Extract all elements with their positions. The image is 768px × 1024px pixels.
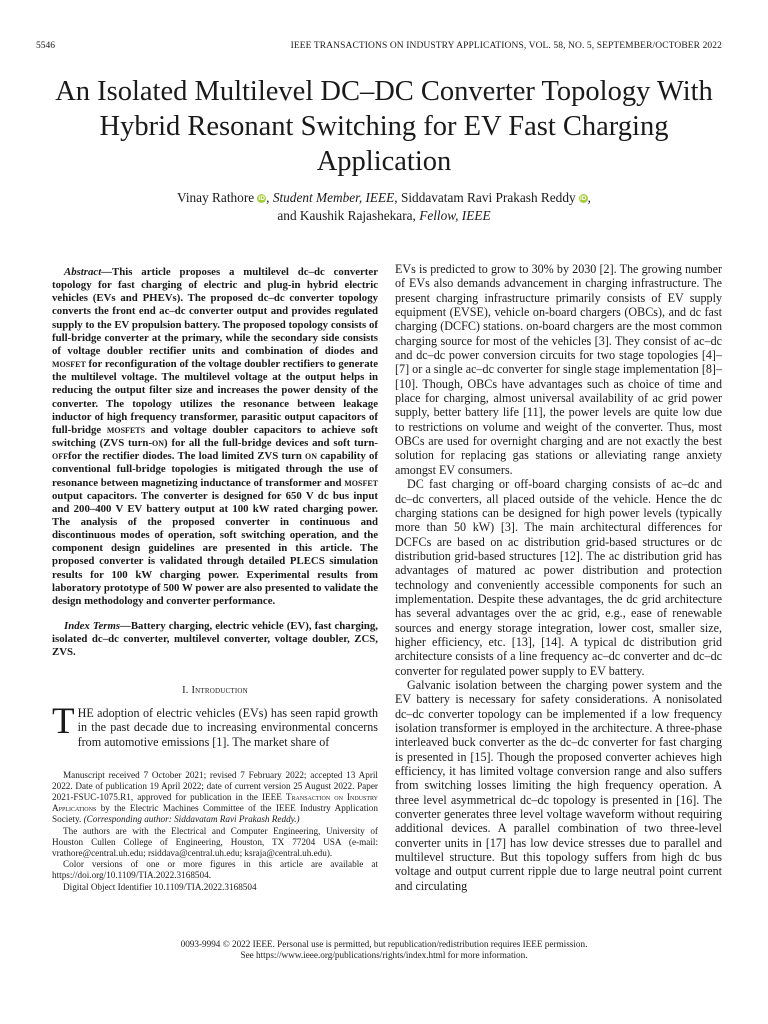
footnote-doi: Digital Object Identifier 10.1109/TIA.2022.3168504 — [63, 881, 257, 892]
author-list: Vinay Rathore iD, Student Member, IEEE, Siddavatam Ravi Prakash Reddy iD, and Kaushik Rajashekara, Fellow, IEEE — [177, 190, 591, 223]
footnote-manuscript: Manuscript received 7 October 2021; revised 7 February 2022; accepted 13 April 2022. Date of publication 19 April 2022; date of current version 25 August 2022. Paper 2021-FSUC-1075.R1, approved for publication in the IEEE Transaction on Industry Applications by the Electric Machines Committee of the IEEE Industry Application Society. (Corresponding author: Siddavatam Ravi Prakash Reddy.) — [52, 770, 379, 825]
paragraph: Galvanic isolation between the charging power system and the EV battery is necessary for safety considerations. A nonisolated dc–dc converter topology can be implemented if a low frequency isolation transformer is employed in the architecture. A three-phase interleaved buck converter as the dc–dc converter for fast charging is presented in [15]. Though the proposed converter achieves high efficiency, it has limited voltage conversion range and also suffers from switching losses limiting the high frequency operation. A three level asymmetrical dc–dc topology is presented in [16]. The converter generates three level voltage waveform without requiring additional devices. A parallel combination of two three-level converter units in [17] has low device stresses due to parallel and multilevel structure. But this topology suffers from high dc bus voltage and output current ripple due to large neutral point current and circulating — [395, 677, 722, 893]
paper-title: An Isolated Multilevel DC–DC Converter Topology With Hybrid Resonant Switching for EV Fast Charging Application — [55, 76, 713, 177]
orcid-icon[interactable]: iD — [579, 195, 587, 202]
drop-cap: T — [52, 701, 75, 742]
footnote-affiliation: The authors are with the Electrical and Computer Engineering, University of Houston Cullen College of Engineering, Houston, TX 77204 USA (e-mail: vrathore@central.uh.edu; rsiddava@central.uh.edu; ksraja@central.uh.edu). — [52, 825, 378, 858]
body-text-right — [395, 262, 722, 893]
paragraph: DC fast charging or off-board charging consists of ac–dc and dc–dc converters, all placed outside of the vehicle. Hence the dc charging stations can be designed for high power levels (typically more than 50 kW) [3]. The main architectural differences for DCFCs are based on ac distribution grid-based structures or dc distribution grid-based structures [12]. The ac distribution grid has advantages of matured ac power distribution and protection technology and conveniently accessible components for such an implementation. Despite these advantages, the dc grid architecture has several advantages over the ac grid, e.g., ease of renewable sources and energy storage integration, lower cost, smaller size, higher efficiency, etc. [13], [14]. A typical dc distribution grid architecture consists of a line frequency ac–dc converter and dc–dc converter for regulated power supply to EV battery. — [395, 477, 722, 678]
introduction-text: THE adoption of electric vehicles (EVs) has seen rapid growth in the past decade due to increasing environmental concerns from automotive emissions [1]. The market share of — [52, 701, 378, 749]
author-name: Siddavatam Ravi Prakash Reddy — [400, 190, 576, 205]
section-heading: I. Introduction — [182, 685, 248, 696]
author-membership: Fellow, IEEE — [419, 208, 491, 223]
author-membership: Student Member, IEEE — [272, 190, 395, 205]
footnote — [52, 770, 378, 894]
page-number: 5546 — [36, 41, 55, 51]
paragraph: EVs is predicted to grow to 30% by 2030 [2]. The growing number of EVs also demands advancement in charging infrastructure. The present charging infrastructure primarily consists of EV supply equipment (EVSE), vehicle on-board chargers (OBCs), and dc fast charging (DCFC) stations. on-board chargers are the most common charging source for most of the vehicles [3]. They consist of ac–dc and dc–dc power conversion circuits for two stage topologies [4]–[7] or a single ac–dc converter for single stage implementation [8]–[10]. Though, OBCs have advantages such as choice of time and place for charging, almost universal availability of ac grid power supply, better battery life [11], the power levels are quite low due to restrictions on volume and weight of the converter. Thus, most OBCs are used for overnight charging and are not exactly the best solution for replacing gas stations or alleviating range anxiety amongst EV consumers. — [395, 262, 722, 477]
orcid-icon[interactable]: iD — [258, 195, 265, 202]
author-name: Vinay Rathore — [177, 190, 255, 205]
index-terms: Index Terms—Battery charging, electric vehicle (EV), fast charging, isolated dc–dc converter, multilevel converter, voltage doubler, ZCS, ZVS. — [52, 620, 378, 659]
author-name: and Kaushik Rajashekara, — [277, 208, 416, 223]
footnote-color: Color versions of one or more figures in this article are available at https://doi.org/10.1109/TIA.2022.3168504. — [52, 859, 378, 881]
running-header: IEEE TRANSACTIONS ON INDUSTRY APPLICATIONS, VOL. 58, NO. 5, SEPTEMBER/OCTOBER 2022 — [290, 41, 722, 51]
abstract-label: Abstract— — [64, 266, 112, 278]
copyright-notice: 0093-9994 © 2022 IEEE. Personal use is permitted, but republication/redistribution requires IEEE permission. See https://www.ieee.org/publications/rights/index.html for more information. — [180, 939, 588, 961]
index-terms-label: Index Terms— — [64, 620, 131, 632]
abstract: Abstract—This article proposes a multilevel dc–dc converter topology for fast charging of electric and plug-in hybrid electric vehicles (EVs and PHEVs). The proposed dc–dc converter topology converts the front end ac–dc converter output and provides regulated supply to the EV propulsion battery. The proposed topology consists of full-bridge converter at the primary, while the secondary side consists of voltage doubler rectifier units and combination of diodes and mosfet for reconfiguration of the voltage doubler rectifiers to generate the multilevel voltage. The multilevel voltage at the output helps in reducing the output filter size and increases the power density of the converter. The topology utilizes the resonance between leakage inductor of high frequency transformer, parasitic output capacitors of full-bridge mosfets and voltage doubler capacitors to achieve soft switching (ZVS turn-on) for all the full-bridge devices and soft turn-offfor the rectifier diodes. The load limited ZVS turn on capability of conventional full-bridge topologies is mitigated through the use of resonance between magnetizing inductance of transformer and mosfet output capacitors. The converter is designed for 650 V dc bus input and 200–400 V EV battery output at 100 kW rated charging power. The analysis of the proposed converter in continuous and discontinuous modes of operation, soft switching operation, and the component design guidelines are presented in this article. The proposed converter is validated through detailed PLECS simulation results for 100 kW charging power. Experimental results from laboratory prototype of 500 W power are also presented to validate the design methodology and converter performance. — [52, 266, 379, 607]
